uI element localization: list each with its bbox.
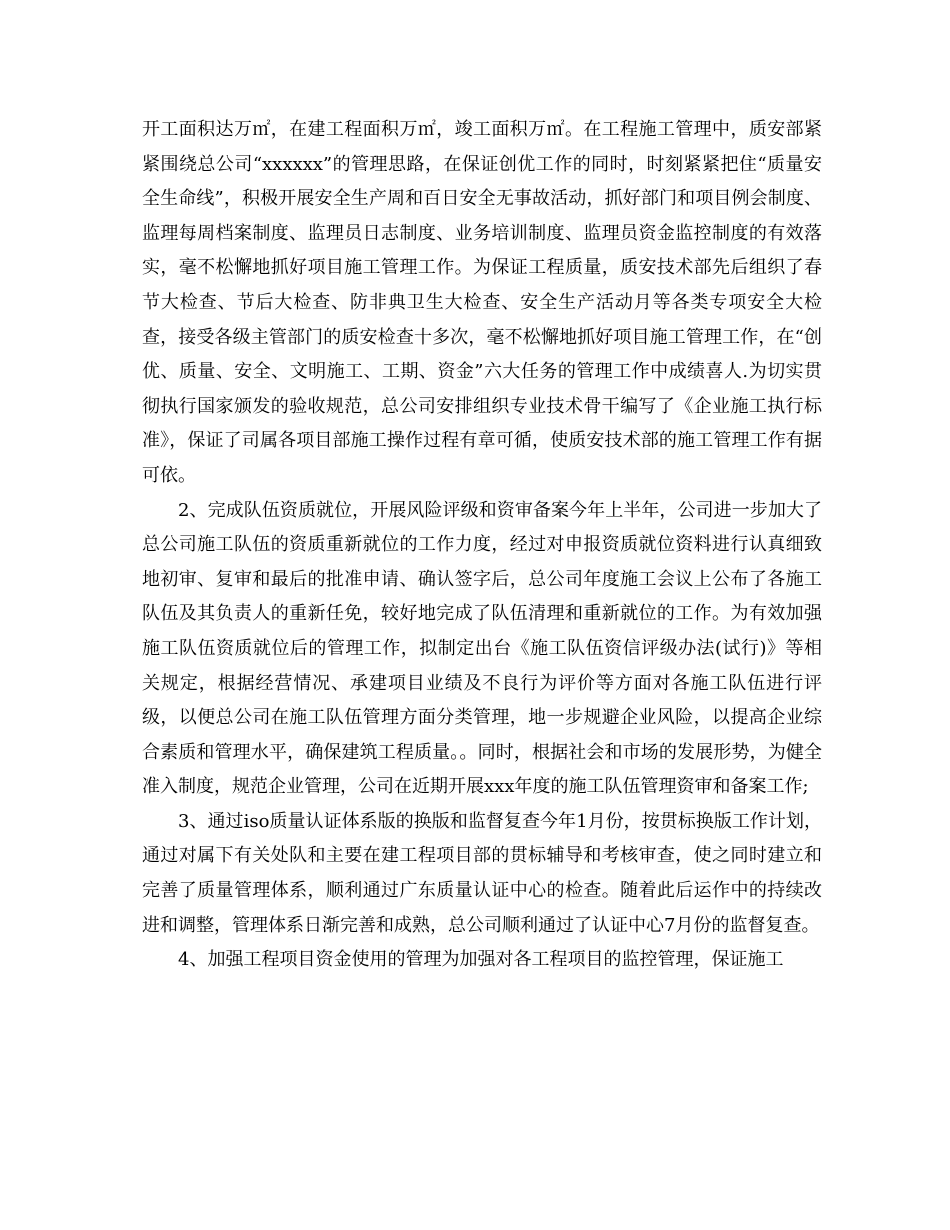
- paragraph-section-2: 2、完成队伍资质就位，开展风险评级和资审备案今年上半年，公司进一步加大了总公司施工队伍的资质重新就位的工作力度，经过对申报资质就位资料进行认真细致地初审、复审和最后的批准申请、确认签字后，总公司年度施工会议上公布了各施工队伍及其负责人的重新任免，较好地完成了队伍清理和重新就位的工作。为有效加强施工队伍资质就位后的管理工作，拟制定出台《施工队伍资信评级办法(试行)》等相关规定，根据经营情况、承建项目业绩及不良行为评价等方面对各施工队伍进行评级，以便总公司在施工队伍管理方面分类管理，地一步规避企业风险，以提高企业综合素质和管理水平，确保建筑工程质量。。同时，根据社会和市场的发展形势，为健全准入制度，规范企业管理，公司在近期开展xxx年度的施工队伍管理资审和备案工作;: [142, 499, 822, 798]
- paragraph-section-4: 4、加强工程项目资金使用的管理为加强对各工程项目的监控管理，保证施工: [178, 949, 784, 971]
- paragraph-intro-continued: 开工面积达万㎡，在建工程面积万㎡，竣工面积万㎡。在工程施工管理中，质安部紧紧围绕总公司“xxxxxx”的管理思路，在保证创优工作的同时，时刻紧紧把住“质量安全生命线”，积极开展安全生产周和百日安全无事故活动，抓好部门和项目例会制度、监理每周档案制度、监理员日志制度、业务培训制度、监理员资金监控制度的有效落实，毫不松懈地抓好项目施工管理工作。为保证工程质量，质安技术部先后组织了春节大检查、节后大检查、防非典卫生大检查、安全生产活动月等各类专项安全大检查，接受各级主管部门的质安检查十多次，毫不松懈地抓好项目施工管理工作，在“创优、质量、安全、文明施工、工期、资金”六大任务的管理工作中成绩喜人.为切实贯彻执行国家颁发的验收规范，总公司安排组织专业技术骨干编写了《企业施工执行标准》，保证了司属各项目部施工操作过程有章可循，使质安技术部的施工管理工作有据可依。: [142, 119, 822, 486]
- document-body: [142, 113, 822, 978]
- paragraph-section-3: 3、通过iso质量认证体系版的换版和监督复查今年1月份，按贯标换版工作计划，通过对属下有关处队和主要在建工程项目部的贯标辅导和考核审查，使之同时建立和完善了质量管理体系，顺利通过广东质量认证中心的检查。随着此后运作中的持续改进和调整，管理体系日渐完善和成熟，总公司顺利通过了认证中心7月份的监督复查。: [142, 810, 822, 936]
